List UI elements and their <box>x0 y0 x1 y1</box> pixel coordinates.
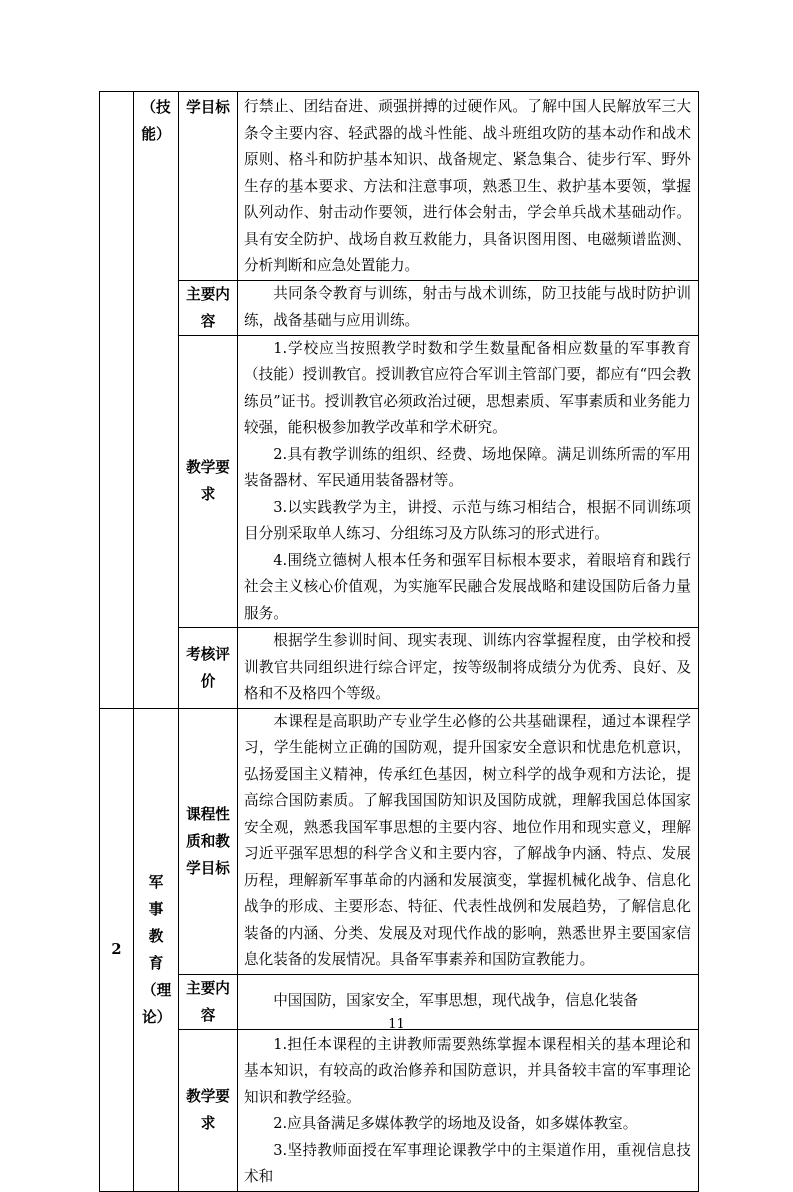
content-label: 主要内容 <box>186 979 230 1024</box>
content-label-cell <box>179 280 238 335</box>
table-row <box>100 335 699 628</box>
course-name: 军事教育（理论） <box>142 873 172 1026</box>
number-cell-empty <box>100 92 134 709</box>
table-row <box>100 628 699 709</box>
requirement-item: 4.围绕立德树人根本任务和强军目标根本要求，着眼培育和践行社会主义核心价值观，为实施军民融合发展战略和建设国防后备力量服务。 <box>244 551 691 622</box>
objectives-label: 学目标 <box>186 99 230 116</box>
content-label: 主要内容 <box>186 285 230 330</box>
requirement-item: 1.担任本课程的主讲教师需要熟练掌握本课程相关的基本理论和基本知识，有较高的政治修养和国防意识，并具备较丰富的军事理论知识和教学经验。 <box>244 1035 691 1106</box>
requirements-label-cell <box>179 335 238 628</box>
course-name-cell <box>134 708 179 1191</box>
requirements-cell <box>238 335 699 628</box>
table-row <box>100 1029 699 1191</box>
number-cell <box>100 708 134 1191</box>
assessment-label-cell <box>179 628 238 709</box>
objectives-label-cell <box>179 92 238 281</box>
objectives-text: 本课程是高职助产专业学生必修的公共基础课程，通过本课程学习，学生能树立正确的国防观，提升国家安全意识和忧患危机意识，弘扬爱国主义精神，传承红色基因，树立科学的战争观和方法论，提高综合国防素质。了解我国国防知识及国防成就，理解我国总体国家安全观，熟悉我国军事思想的主要内容、地位作用和现实意义，理解习近平强军思想的科学含义和主要内容，了解战争内涵、特点、发展历程，理解新军事革命的内涵和发展演变，掌握机械化战争、信息化战争的形成、主要形态、特征、代表性战例和发展趋势，了解信息化装备的内涵、分类、发展及对现代作战的影响，熟悉世界主要国家信息化装备的发展情况。具备军事素养和国防宣教能力。 <box>244 712 691 968</box>
requirement-item: 2.具有教学训练的组织、经费、场地保障。满足训练所需的军用装备器材、军民通用装备器材等。 <box>244 445 691 489</box>
requirement-item: 1.学校应当按照教学时数和学生数量配备相应数量的军事教育（技能）授训教官。授训教官应符合军训主管部门要，都应有“四会教练员”证书。授训教官必须政治过硬，思想素质、军事素质和业务能力较强，能积极参加教学改革和学术研究。 <box>244 339 691 436</box>
course-number: 2 <box>111 941 122 958</box>
table-row <box>100 708 699 974</box>
course-name-cell <box>134 92 179 709</box>
objectives-cell <box>238 92 699 281</box>
content-text: 共同条令教育与训练，射击与战术训练，防卫技能与战时防护训练，战备基础与应用训练。 <box>244 285 691 329</box>
course-name-fragment: （技能） <box>141 99 171 143</box>
content-text: 中国国防，国家安全，军事思想，现代战争，信息化装备 <box>273 992 639 1010</box>
requirements-label-cell <box>179 1029 238 1191</box>
assessment-text: 根据学生参训时间、现实表现、训练内容掌握程度，由学校和授训教官共同组织进行综合评定，按等级制将成绩分为优秀、良好、及格和不及格四个等级。 <box>244 632 691 702</box>
requirement-item: 2.应具备满足多媒体教学的场地及设备，如多媒体教室。 <box>273 1115 638 1132</box>
requirement-item: 3.以实践教学为主，讲授、示范与练习相结合，根据不同训练项目分别采取单人练习、分组练习及方队练习的形式进行。 <box>244 498 691 542</box>
table-row <box>100 92 699 281</box>
requirements-cell <box>238 1029 699 1191</box>
table-row <box>100 280 699 335</box>
content-cell <box>238 280 699 335</box>
objectives-cell <box>238 708 699 974</box>
objectives-label: 课程性质和教学目标 <box>186 805 230 877</box>
objectives-label-cell <box>179 708 238 974</box>
objectives-text: 行禁止、团结奋进、顽强拼搏的过硬作风。了解中国人民解放军三大条令主要内容、轻武器的战斗性能、战斗班组攻防的基本动作和战术原则、格斗和防护基本知识、战备规定、紧急集合、徒步行军、野外生存的基本要求、方法和注意事项，熟悉卫生、救护基本要领，掌握队列动作、射击动作要领，进行体会射击，学会单兵战术基础动作。具有安全防护、战场自救互救能力，具备识图用图、电磁频谱监测、分析判断和应急处置能力。 <box>244 98 691 274</box>
requirements-label: 教学要求 <box>186 459 230 504</box>
requirement-item: 3.坚持教师面授在军事理论课教学中的主渠道作用，重视信息技术和 <box>244 1141 691 1185</box>
page-number: 11 <box>388 1017 405 1032</box>
assessment-cell <box>238 628 699 709</box>
requirements-label: 教学要求 <box>186 1088 230 1132</box>
assessment-label: 考核评价 <box>186 645 230 690</box>
